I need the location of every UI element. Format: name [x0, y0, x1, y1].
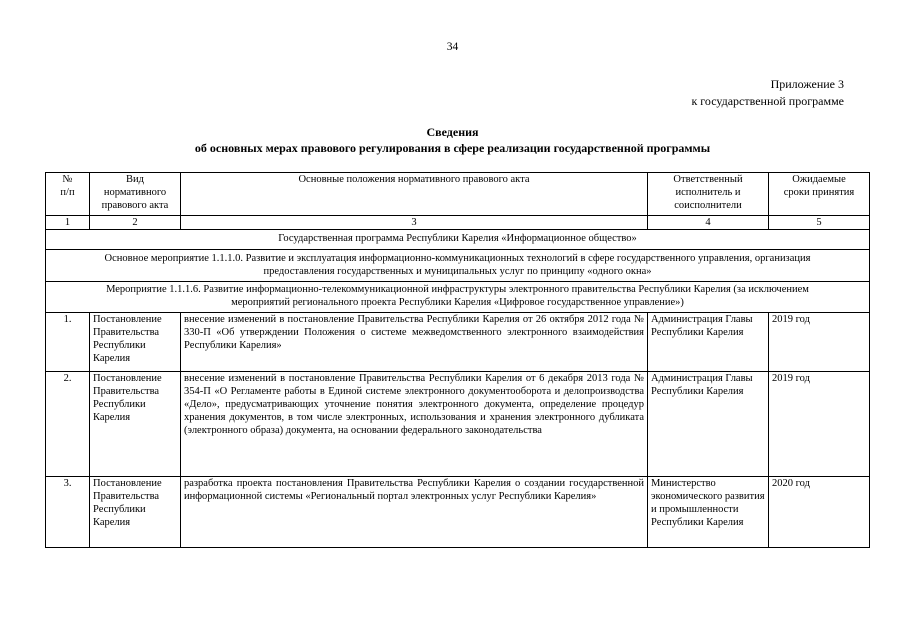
column-number: 2: [90, 216, 181, 230]
header-act-type: Вид нормативного правового акта: [90, 173, 181, 216]
table-row: [46, 372, 870, 477]
column-numbers-row: [46, 216, 870, 230]
act-type: Постановление Правительства Республики Карелия: [90, 477, 181, 548]
executor: Администрация Главы Республики Карелия: [648, 372, 769, 477]
column-number: 5: [769, 216, 870, 230]
table-row: [46, 477, 870, 548]
table-header-row: [46, 173, 870, 216]
header-num: № п/п: [46, 173, 90, 216]
header-provisions: Основные положения нормативного правового акта: [181, 173, 648, 216]
appendix-line-1: Приложение 3: [770, 77, 844, 91]
column-number: 3: [181, 216, 648, 230]
deadline: 2020 год: [769, 477, 870, 548]
row-number: 3.: [46, 477, 90, 548]
act-type: Постановление Правительства Республики Карелия: [90, 313, 181, 372]
legal-measures-table: [45, 172, 870, 548]
header-executor: Ответственный исполнитель и соисполнители: [648, 173, 769, 216]
deadline: 2019 год: [769, 372, 870, 477]
column-number: 4: [648, 216, 769, 230]
row-number: 1.: [46, 313, 90, 372]
appendix-line-2: к государственной программе: [691, 94, 844, 108]
main-activity-title: Основное мероприятие 1.1.1.0. Развитие и эксплуатация информационно-коммуникационных технологий в сфере государственного управления, организация предоставления государственных и муниципальных услуг по принципу «одного окна»: [46, 250, 870, 282]
activity-title: Мероприятие 1.1.1.6. Развитие информационно-телекоммуникационной инфраструктуры электронного правительства Республики Карелия (за исключением мероприятий регионального проекта Республики Карелия «Цифровое государственное управление»): [46, 282, 870, 313]
executor: Министерство экономического развития и промышленности Республики Карелия: [648, 477, 769, 548]
program-row: [46, 230, 870, 250]
table-row: [46, 313, 870, 372]
row-number: 2.: [46, 372, 90, 477]
title-line-2: об основных мерах правового регулирования в сфере реализации государственной программы: [194, 141, 711, 155]
act-type: Постановление Правительства Республики Карелия: [90, 372, 181, 477]
header-deadline: Ожидаемые сроки принятия: [769, 173, 870, 216]
document-title: [0, 124, 905, 156]
main-activity-row: [46, 250, 870, 282]
title-line-1: Сведения: [426, 125, 479, 139]
act-provisions: внесение изменений в постановление Правительства Республики Карелия от 26 октября 2012 года № 330-П «Об утверждении Положения о системе межведомственного электронного взаимодействия Республики Карелия»: [181, 313, 648, 372]
activity-row: [46, 282, 870, 313]
executor: Администрация Главы Республики Карелия: [648, 313, 769, 372]
page-number: 34: [446, 41, 459, 53]
program-title: Государственная программа Республики Карелия «Информационное общество»: [46, 230, 870, 250]
act-provisions: разработка проекта постановления Правительства Республики Карелия о создании государственной информационной системы «Региональный портал электронных услуг Республики Карелия»: [181, 477, 648, 548]
appendix-note: [691, 76, 844, 110]
act-provisions: внесение изменений в постановление Правительства Республики Карелия от 6 декабря 2013 года № 354-П «О Регламенте работы в Единой системе электронного документооборота и делопроизводства «Дело», предусматривающих уточнение понятия электронного документа, определение процедур хранения документов, в том числе электронных, использования и хранения электронного дубликата (электронного образа) документа, на основании федерального законодательства: [181, 372, 648, 477]
deadline: 2019 год: [769, 313, 870, 372]
column-number: 1: [46, 216, 90, 230]
